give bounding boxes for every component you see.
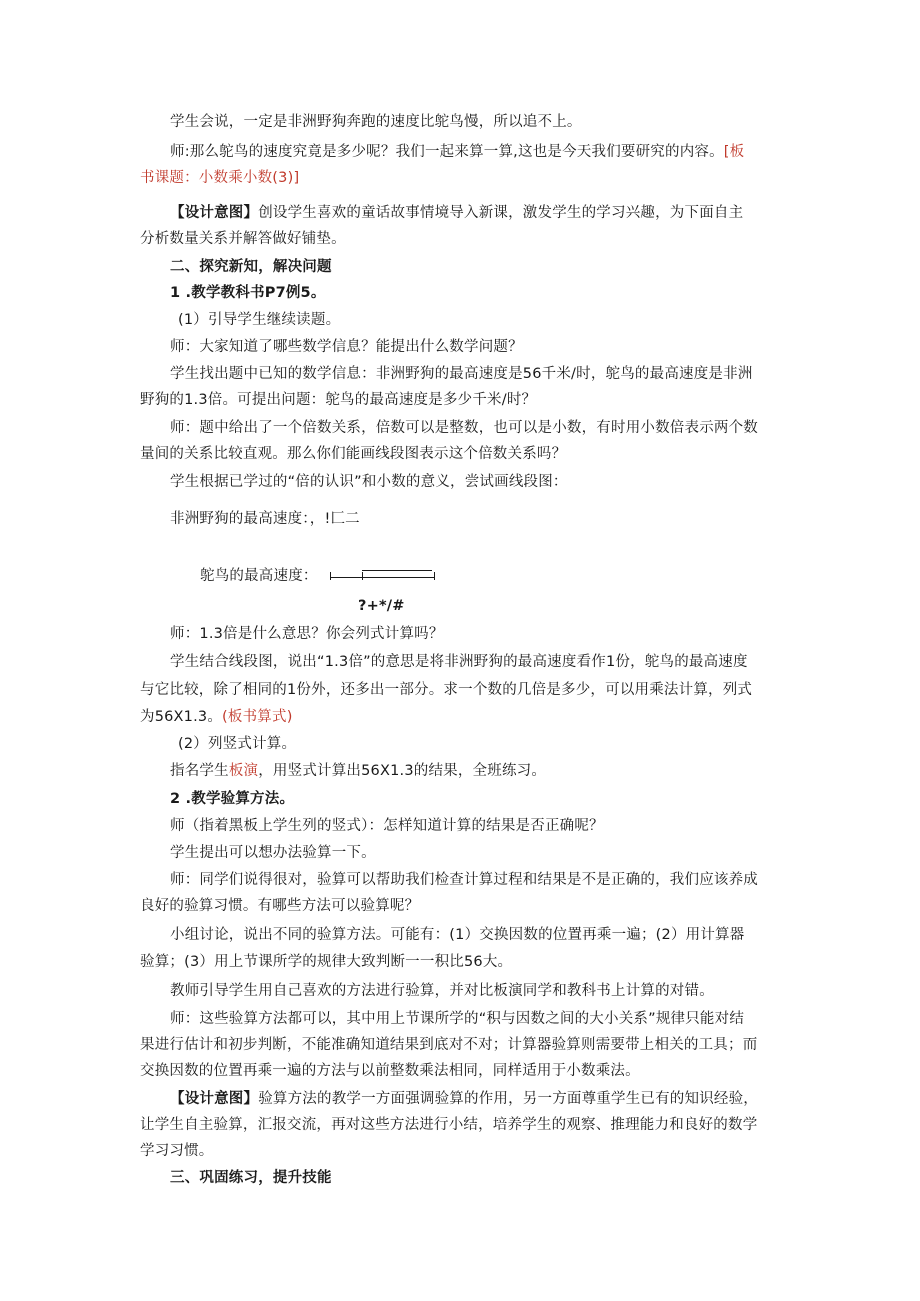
teacher-t1-c: 学生根据已学过的“倍的认识”和小数的意义，尝试画线段图：	[170, 474, 568, 490]
teacher-t1-cont: 量间的关系比较直观。那么你们能画线段图表示这个倍数关系吗？	[140, 446, 567, 462]
teacher-t2-cont: 良好的验算习惯。有哪些方法可以验算呢？	[140, 898, 420, 914]
step-1: (1）引导学生继续读题。	[178, 312, 341, 328]
teacher-q3: 师（指着黑板上学生列的竖式）：怎样知道计算的结果是否正确呢？	[170, 818, 604, 834]
extra-segment	[362, 570, 432, 571]
board-title-note: 书课题：小数乘小数(3)]	[140, 170, 300, 186]
ostrich-segment	[330, 577, 434, 578]
design-intent-label: 【设计意图】	[170, 205, 259, 221]
group-discussion: 小组讨论，说出不同的验算方法。可能有：(1）交换因数的位置再乘一遍；(2）用计算器	[170, 927, 745, 943]
teacher-t3: 师：这些验算方法都可以，其中用上节课所学的“积与因数之间的大小关系”规律只能对结	[170, 1011, 745, 1027]
board-demo-note: 板演	[228, 763, 259, 779]
design-intent-1: 【设计意图】创设学生喜欢的童话故事情境导入新课，激发学生的学习兴趣，为下面自主	[170, 205, 744, 221]
paragraph-student-answer: 学生会说，一定是非洲野狗奔跑的速度比鸵鸟慢，所以追不上。	[170, 114, 582, 130]
group-discussion-cont: 验算；(3）用上节课所学的规律大致判断一一积比56大。	[140, 954, 513, 970]
board-note: [板	[723, 144, 745, 160]
diagram-label-dog: 非洲野狗的最高速度：，!匚二	[170, 511, 360, 527]
section-heading-3: 三、巩固练习，提升技能	[170, 1170, 332, 1186]
subsection-1: 1 .教学教科书P7例5。	[170, 285, 326, 301]
student-a2-cont: 与它比较，除了相同的1份外，还多出一部分。求一个数的几倍是多少，可以用乘法计算，列式	[140, 682, 753, 698]
diagram-label-ostrich: 鸵鸟的最高速度：	[200, 568, 318, 584]
teacher-q2: 师：1.3倍是什么意思？你会列式计算吗？	[170, 626, 444, 642]
subsection-2: 2 .教学验算方法。	[170, 791, 295, 807]
student-a2-end: 为56X1.3。(板书算式)	[140, 709, 293, 725]
segment-tick	[330, 572, 331, 580]
step-2: (2）列竖式计算。	[178, 736, 297, 752]
design-intent-2-cont2: 学习习惯。	[140, 1143, 214, 1159]
student-a2: 学生结合线段图，说出“1.3倍”的意思是将非洲野狗的最高速度看作1份，鸵鸟的最高速度	[170, 654, 748, 670]
segment-tick	[434, 572, 435, 580]
teacher-q1: 师：大家知道了哪些数学信息？能提出什么数学问题？	[170, 339, 523, 355]
teacher-t3-cont2: 交换因数的位置再乘一遍的方法与以前整数乘法相同，同样适用于小数乘法。	[140, 1063, 640, 1079]
paragraph-teacher-question: 师:那么鸵鸟的速度究竟是多少呢？我们一起来算一算,这也是今天我们要研究的内容。[板	[170, 144, 745, 160]
design-intent-1-cont: 分析数量关系并解答做好铺垫。	[140, 231, 346, 247]
teacher-guide: 教师引导学生用自己喜欢的方法进行验算，并对比板演同学和教科书上计算的对错。	[170, 983, 714, 999]
design-intent-label: 【设计意图】	[170, 1091, 259, 1107]
board-formula-note: (板书算式)	[222, 709, 293, 725]
teacher-t1: 师：题中给出了一个倍数关系，倍数可以是整数，也可以是小数，有时用小数倍表示两个数	[170, 420, 758, 436]
teacher-t2: 师：同学们说得很对，验算可以帮助我们检查计算过程和结果是不是正确的，我们应该养成	[170, 872, 758, 888]
student-board: 指名学生板演，用竖式计算出56X1.3的结果，全班练习。	[170, 763, 547, 779]
student-a1-cont: 野狗的1.3倍。可提出问题：鸵鸟的最高速度是多少千米/时？	[140, 392, 537, 408]
student-a4: 学生提出可以想办法验算一下。	[170, 845, 376, 861]
teacher-t3-cont1: 果进行估计和初步判断，不能准确知道结果到底对不对；计算器验算则需要带上相关的工具；而	[140, 1037, 758, 1053]
diagram-question-mark: ?+*/#	[358, 598, 405, 614]
design-intent-2-cont1: 让学生自主验算，汇报交流，再对这些方法进行小结，培养学生的观察、推理能力和良好的数学	[140, 1117, 758, 1133]
student-a1: 学生找出题中已知的数学信息：非洲野狗的最高速度是56千米/时，鸵鸟的最高速度是非洲	[170, 366, 753, 382]
section-heading-2: 二、探究新知，解决问题	[170, 259, 332, 275]
segment-tick	[362, 572, 363, 580]
design-intent-2: 【设计意图】验算方法的教学一方面强调验算的作用，另一方面尊重学生已有的知识经验，	[170, 1091, 758, 1107]
